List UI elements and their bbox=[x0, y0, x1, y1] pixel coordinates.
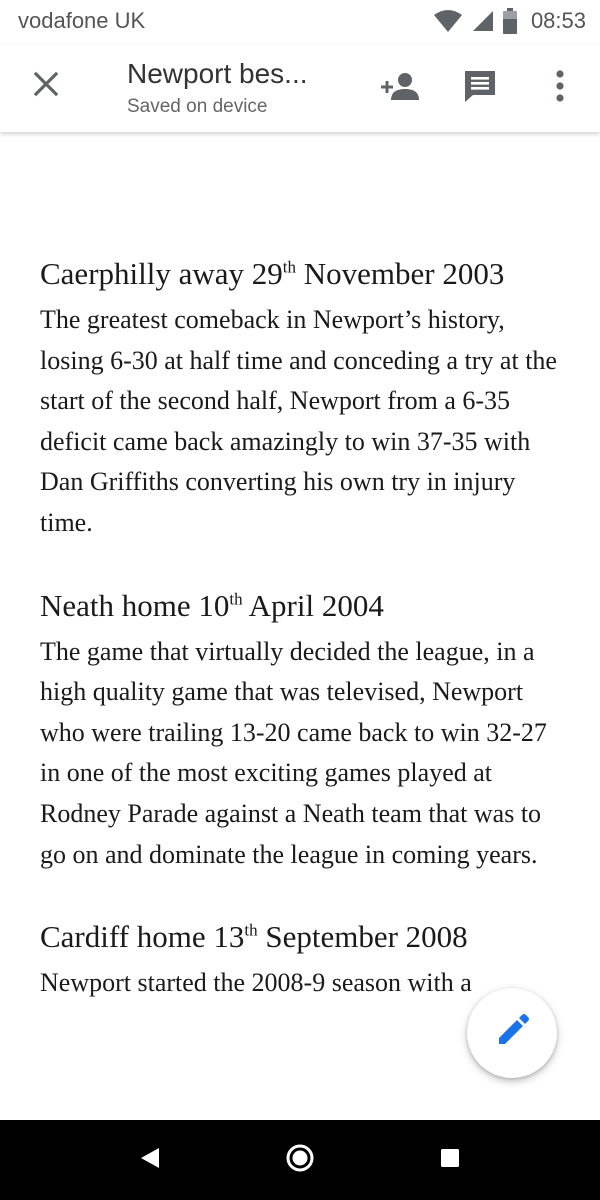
carrier-name: vodafone UK bbox=[18, 8, 146, 33]
section-heading bbox=[40, 250, 570, 298]
document-subtitle: Saved on device bbox=[127, 96, 268, 117]
section-paragraph: Newport started the 2008-9 season with a bbox=[40, 968, 472, 998]
section-cardiff bbox=[40, 913, 570, 1004]
section-caerphilly bbox=[40, 250, 570, 544]
system-nav-bar bbox=[0, 1120, 600, 1200]
wifi-icon bbox=[433, 9, 463, 33]
heading-text: April 2004 bbox=[242, 587, 384, 623]
edit-pencil-icon bbox=[495, 1014, 529, 1053]
heading-text: Neath home 10 bbox=[40, 587, 230, 623]
more-vert-icon bbox=[555, 70, 565, 107]
status-bar bbox=[0, 0, 600, 44]
heading-ordinal: th bbox=[282, 257, 296, 277]
status-icons bbox=[433, 6, 586, 36]
nav-back-button[interactable] bbox=[130, 1140, 170, 1180]
add-person-button[interactable] bbox=[376, 66, 424, 110]
section-heading bbox=[40, 913, 570, 961]
back-icon bbox=[139, 1146, 161, 1175]
document-title: Newport bes... bbox=[127, 58, 308, 89]
status-clock: 08:53 bbox=[530, 8, 586, 33]
section-paragraph: The game that virtually decided the league, in a high quality game that was televised, Newport who were trailing 13-20 came back to win 32-27 in one of the most exciting games played at Rodney Parade against a Neath team that was to go on and dominate the league in coming years. bbox=[40, 636, 547, 869]
nav-recents-button[interactable] bbox=[430, 1140, 470, 1180]
recents-icon bbox=[439, 1147, 461, 1174]
heading-text: September 2008 bbox=[257, 919, 468, 955]
heading-text: Caerphilly away 29 bbox=[40, 256, 283, 291]
app-bar bbox=[0, 44, 600, 132]
section-heading bbox=[40, 582, 570, 630]
heading-ordinal: th bbox=[244, 920, 258, 940]
section-paragraph: The greatest comeback in Newport’s history, losing 6-30 at half time and conceding a try at the start of the second half, Newport from a 6-35 deficit came back amazingly to win 37-35 with Dan Griffiths converting his own try in injury time. bbox=[40, 305, 557, 537]
heading-text: November 2003 bbox=[296, 256, 505, 291]
nav-home-button[interactable] bbox=[280, 1140, 320, 1180]
add-person-icon bbox=[380, 71, 420, 106]
comments-button[interactable] bbox=[456, 66, 504, 110]
heading-text: Cardiff home 13 bbox=[40, 919, 245, 955]
title-block bbox=[127, 56, 347, 120]
close-button[interactable] bbox=[26, 66, 66, 106]
document-body[interactable] bbox=[40, 132, 570, 1120]
home-icon bbox=[285, 1143, 315, 1178]
close-icon bbox=[33, 71, 59, 102]
edit-fab-button[interactable] bbox=[467, 988, 557, 1078]
comment-icon bbox=[463, 69, 497, 108]
section-neath bbox=[40, 582, 570, 876]
battery-icon bbox=[503, 8, 517, 34]
more-options-button[interactable] bbox=[536, 66, 584, 110]
signal-icon bbox=[471, 9, 495, 33]
heading-ordinal: th bbox=[229, 589, 243, 609]
